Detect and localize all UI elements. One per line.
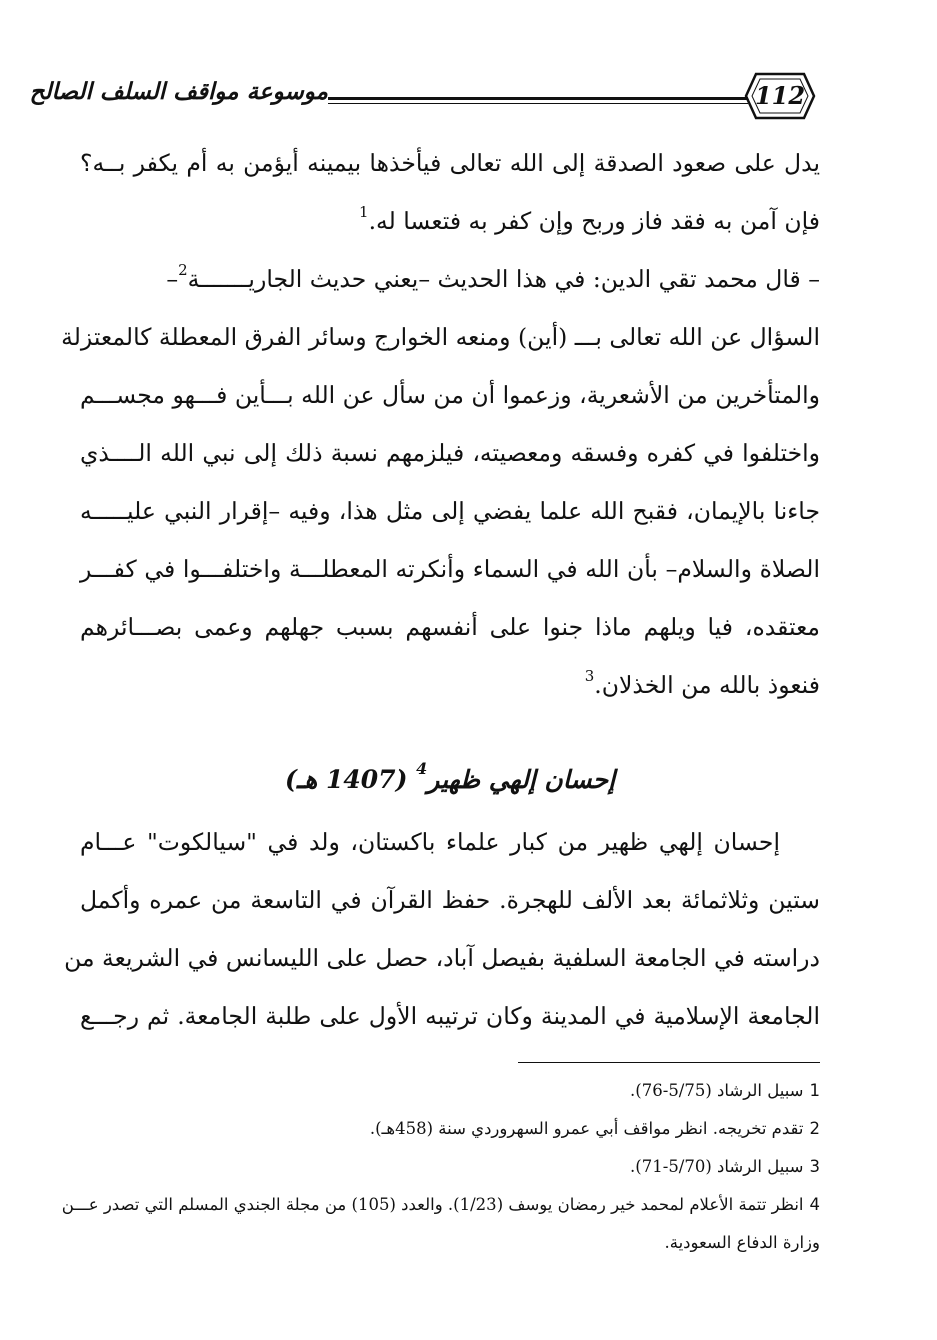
text-line: جاءنا بالإيمان، فقبح الله علما يفضي إلى مثل هذا، وفيه –إقرار النبي عليـــــه xyxy=(80,497,820,525)
text-line: يدل على صعود الصدقة إلى الله تعالى فيأخذها بيمينه أيؤمن به أم يكفر بــه؟ xyxy=(80,149,820,177)
footnote-separator xyxy=(518,1062,820,1063)
text-line: ستين وثلاثمائة بعد الألف للهجرة. حفظ القرآن في التاسعة من عمره وأكمل xyxy=(80,886,820,914)
text-line xyxy=(80,192,820,250)
footnote-ref[interactable]: 4 xyxy=(416,759,428,778)
footnote-ref[interactable]: 2 xyxy=(178,261,188,279)
section-heading xyxy=(80,750,820,810)
footnote-text: انظر تتمة الأعلام لمحمد خير رمضان يوسف (1/23). والعدد (105) من مجلة الجندي المسلم التي تصدر عـــن xyxy=(61,1195,804,1214)
footnote-text: سبيل الرشاد (5/70-71). xyxy=(630,1157,804,1176)
footnotes xyxy=(61,1072,820,1262)
text-line: معتقده، فيا ويلهم ماذا جنوا على أنفسهم بسبب جهلهم وعمى بصـــائرهم xyxy=(80,613,820,641)
footnote-2 xyxy=(80,1110,820,1148)
page-number: 112 xyxy=(754,81,806,110)
footnote-3 xyxy=(80,1148,820,1186)
bio-text xyxy=(64,813,820,1045)
footnote-number: 2 xyxy=(809,1119,820,1138)
header-rule-thin xyxy=(328,103,748,104)
text-span: فإن آمن به فقد فاز وربح وإن كفر به فتعسا له. xyxy=(368,207,820,235)
footnote-number: 1 xyxy=(809,1081,820,1100)
text-span: فنعوذ بالله من الخذلان. xyxy=(594,671,820,699)
text-span: – xyxy=(166,265,179,293)
main-text xyxy=(61,134,820,714)
heading-date: (1407 هـ) xyxy=(284,765,408,794)
text-line xyxy=(80,250,820,308)
text-line: واختلفوا في كفره وفسقه ومعصيته، فيلزمهم نسبة ذلك إلى نبي الله الــــذي xyxy=(80,439,820,467)
footnote-4-continuation: وزارة الدفاع السعودية. xyxy=(664,1233,820,1252)
header-rule-thick xyxy=(328,97,748,100)
text-line xyxy=(80,656,820,714)
footnote-ref[interactable]: 3 xyxy=(584,667,595,685)
footnote-ref[interactable]: 1 xyxy=(359,203,369,221)
book-title: موسوعة مواقف السلف الصالح xyxy=(29,78,328,105)
footnote-text: تقدم تخريجه. انظر مواقف أبي عمرو السهروردي سنة (458هـ). xyxy=(369,1119,804,1138)
text-line: الصلاة والسلام– بأن الله في السماء وأنكرته المعطلـــة واختلفـــوا في كفـــر xyxy=(80,555,820,583)
page-header xyxy=(29,66,818,128)
text-line: دراسته في الجامعة السلفية بفيصل آباد، حصل على الليسانس في الشريعة من xyxy=(64,944,820,972)
text-line: الجامعة الإسلامية في المدينة وكان ترتيبه الأول على طلبة الجامعة. ثم رجـــع xyxy=(80,1002,820,1030)
text-line: والمتأخرين من الأشعرية، وزعموا أن من سأل عن الله بـــأين فـــهو مجســـم xyxy=(80,381,820,409)
text-line: إحسان إلهي ظهير من كبار علماء باكستان، ولد في "سيالكوت" عـــام xyxy=(80,828,780,856)
footnote-number: 4 xyxy=(809,1195,820,1214)
heading-name: إحسان إلهي ظهير xyxy=(427,765,616,794)
text-line: السؤال عن الله تعالى بـــ (أين) ومنعه الخوارج وسائر الفرق المعطلة كالمعتزلة xyxy=(61,323,820,351)
text-span: – قال محمد تقي الدين: في هذا الحديث –يعني حديث الجاريـــــــة xyxy=(187,265,820,293)
footnote-4 xyxy=(61,1186,820,1224)
page-number-badge xyxy=(742,68,818,124)
footnote-1 xyxy=(80,1072,820,1110)
footnote-text: سبيل الرشاد (5/75-76). xyxy=(630,1081,804,1100)
footnote-number: 3 xyxy=(809,1157,820,1176)
